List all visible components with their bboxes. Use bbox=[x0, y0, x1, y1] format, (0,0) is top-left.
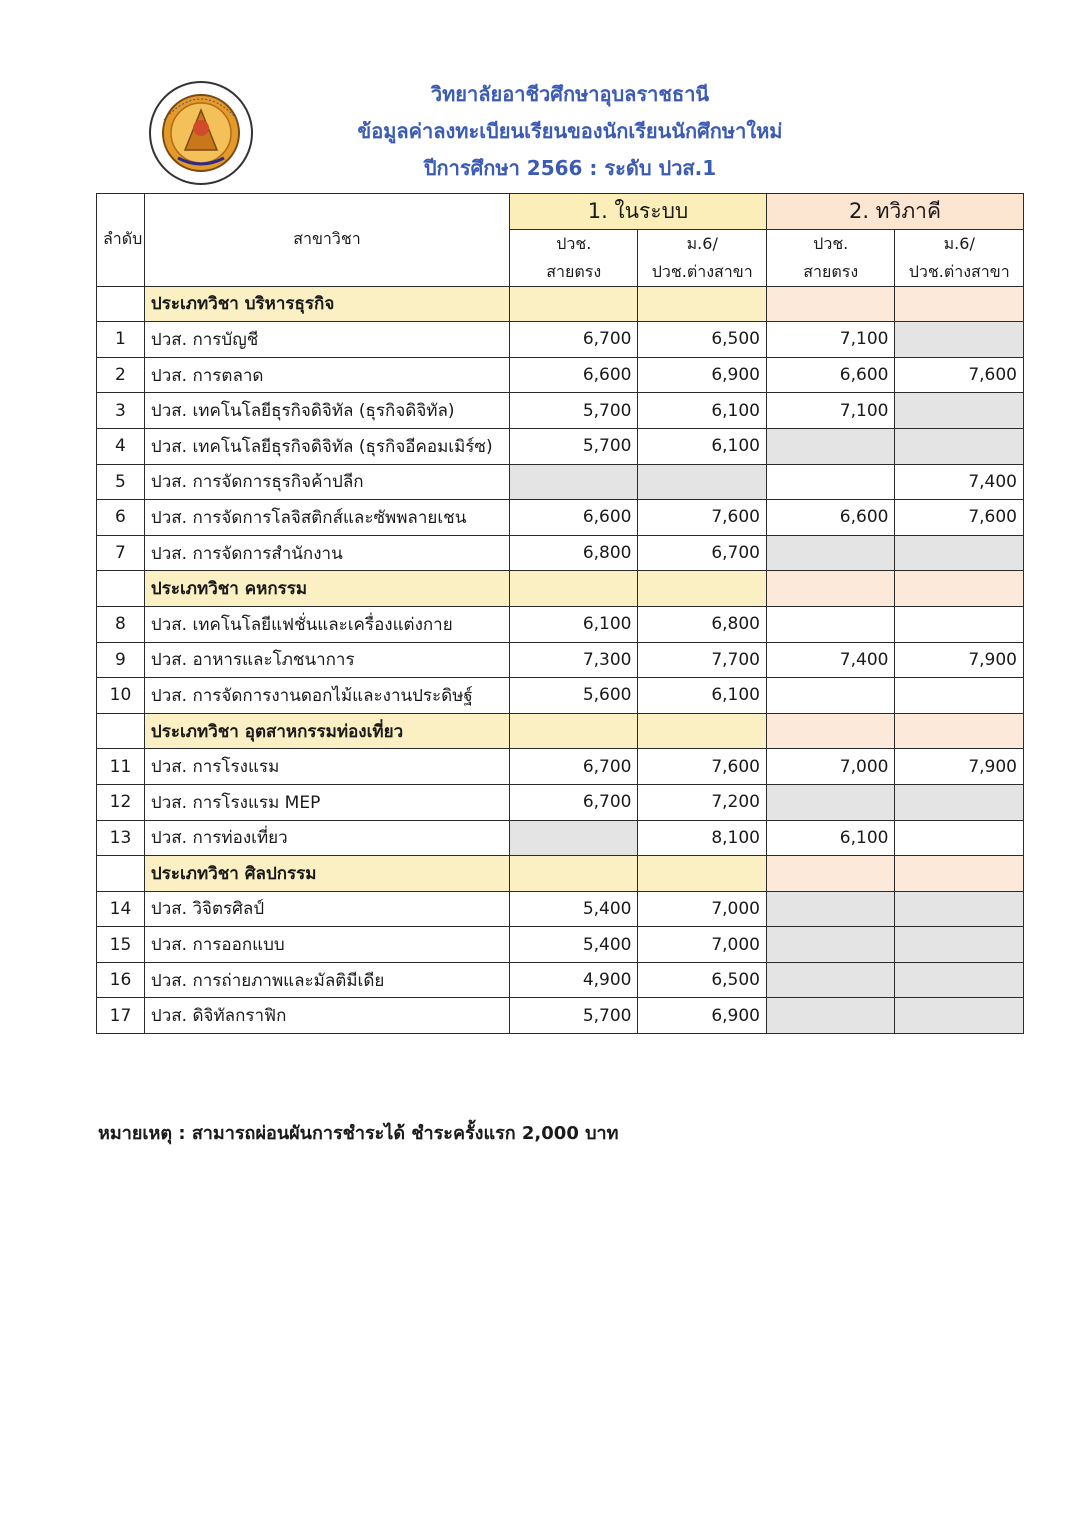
program-name: ปวส. การถ่ายภาพและมัลติมีเดีย bbox=[144, 962, 509, 998]
program-name: ปวส. การท่องเที่ยว bbox=[144, 820, 509, 856]
category-label: ประเภทวิชา ศิลปกรรม bbox=[144, 856, 509, 892]
fee-cell: 7,400 bbox=[766, 642, 894, 678]
fee-cell bbox=[895, 322, 1024, 358]
footnote: หมายเหตุ : สามารถผ่อนผันการชำระได้ ชำระครั้งแรก 2,000 บาท bbox=[98, 1123, 619, 1144]
fee-cell: 7,600 bbox=[638, 749, 767, 785]
program-name: ปวส. การจัดการธุรกิจค้าปลีก bbox=[144, 464, 509, 500]
fee-cell: 7,100 bbox=[766, 393, 894, 429]
fee-cell: 5,600 bbox=[510, 678, 638, 714]
fee-cell: 6,700 bbox=[510, 784, 638, 820]
category-fill-cell bbox=[510, 713, 638, 749]
col-header-program: สาขาวิชา bbox=[144, 194, 509, 287]
table-row bbox=[97, 784, 1024, 820]
fee-cell bbox=[510, 820, 638, 856]
program-name: ปวส. การออกแบบ bbox=[144, 927, 509, 963]
fee-cell bbox=[895, 784, 1024, 820]
fee-cell: 5,400 bbox=[510, 891, 638, 927]
category-no-cell bbox=[97, 286, 145, 322]
fee-cell: 6,700 bbox=[510, 322, 638, 358]
fee-cell bbox=[766, 891, 894, 927]
fee-cell bbox=[895, 535, 1024, 571]
program-name: ปวส. การบัญชี bbox=[144, 322, 509, 358]
row-number: 16 bbox=[97, 962, 145, 998]
document-title: ข้อมูลค่าลงทะเบียนเรียนของนักเรียนนักศึกษาใหม่ bbox=[357, 119, 783, 143]
fee-cell: 6,600 bbox=[510, 500, 638, 536]
fee-cell bbox=[510, 464, 638, 500]
row-number: 2 bbox=[97, 357, 145, 393]
fee-cell: 7,300 bbox=[510, 642, 638, 678]
row-number: 10 bbox=[97, 678, 145, 714]
fee-cell bbox=[895, 678, 1024, 714]
table-row bbox=[97, 428, 1024, 464]
fee-cell: 7,900 bbox=[895, 642, 1024, 678]
table-row bbox=[97, 464, 1024, 500]
fee-cell: 4,900 bbox=[510, 962, 638, 998]
fee-cell: 7,600 bbox=[638, 500, 767, 536]
fee-cell: 7,700 bbox=[638, 642, 767, 678]
sub-header-direct-2: ปวช. สายตรง bbox=[766, 229, 894, 286]
category-fill-cell bbox=[766, 713, 894, 749]
table-row bbox=[97, 927, 1024, 963]
row-number: 17 bbox=[97, 998, 145, 1034]
fee-cell bbox=[766, 962, 894, 998]
fee-cell: 5,700 bbox=[510, 428, 638, 464]
program-name: ปวส. วิจิตรศิลป์ bbox=[144, 891, 509, 927]
fee-cell: 7,200 bbox=[638, 784, 767, 820]
fee-cell: 6,600 bbox=[510, 357, 638, 393]
academic-year: ปีการศึกษา 2566 : ระดับ ปวส.1 bbox=[423, 156, 717, 180]
table-row bbox=[97, 357, 1024, 393]
fee-cell: 6,100 bbox=[638, 393, 767, 429]
category-fill-cell bbox=[638, 571, 767, 607]
table-row bbox=[97, 535, 1024, 571]
row-number: 15 bbox=[97, 927, 145, 963]
fee-cell bbox=[895, 891, 1024, 927]
table-row bbox=[97, 642, 1024, 678]
table-row bbox=[97, 500, 1024, 536]
fee-cell: 6,100 bbox=[766, 820, 894, 856]
fee-cell: 7,000 bbox=[638, 891, 767, 927]
category-fill-cell bbox=[510, 571, 638, 607]
category-row bbox=[97, 571, 1024, 607]
col-header-no: ลำดับ bbox=[97, 194, 145, 287]
fee-cell: 7,000 bbox=[638, 927, 767, 963]
category-row bbox=[97, 286, 1024, 322]
row-number: 6 bbox=[97, 500, 145, 536]
row-number: 4 bbox=[97, 428, 145, 464]
program-name: ปวส. การตลาด bbox=[144, 357, 509, 393]
fee-cell bbox=[895, 820, 1024, 856]
row-number: 7 bbox=[97, 535, 145, 571]
fee-cell: 6,700 bbox=[510, 749, 638, 785]
program-name: ปวส. เทคโนโลยีธุรกิจดิจิทัล (ธุรกิจดิจิทัล) bbox=[144, 393, 509, 429]
category-fill-cell bbox=[766, 856, 894, 892]
row-number: 9 bbox=[97, 642, 145, 678]
category-fill-cell bbox=[895, 856, 1024, 892]
category-fill-cell bbox=[510, 286, 638, 322]
fee-cell: 6,600 bbox=[766, 500, 894, 536]
row-number: 5 bbox=[97, 464, 145, 500]
fee-cell: 6,800 bbox=[638, 606, 767, 642]
row-number: 11 bbox=[97, 749, 145, 785]
category-fill-cell bbox=[510, 856, 638, 892]
fee-cell: 5,400 bbox=[510, 927, 638, 963]
fee-cell bbox=[895, 428, 1024, 464]
fee-cell: 6,900 bbox=[638, 357, 767, 393]
fee-cell bbox=[895, 962, 1024, 998]
fee-cell: 6,100 bbox=[510, 606, 638, 642]
fee-cell bbox=[638, 464, 767, 500]
category-fill-cell bbox=[895, 571, 1024, 607]
category-no-cell bbox=[97, 713, 145, 749]
row-number: 1 bbox=[97, 322, 145, 358]
group-header-dual-vocational: 2. ทวิภาคี bbox=[766, 194, 1023, 230]
fee-cell: 6,800 bbox=[510, 535, 638, 571]
fee-cell: 7,400 bbox=[895, 464, 1024, 500]
fee-cell: 8,100 bbox=[638, 820, 767, 856]
table-row bbox=[97, 393, 1024, 429]
fee-cell bbox=[766, 784, 894, 820]
row-number: 12 bbox=[97, 784, 145, 820]
program-name: ปวส. ดิจิทัลกราฟิก bbox=[144, 998, 509, 1034]
row-number: 3 bbox=[97, 393, 145, 429]
program-name: ปวส. การจัดการงานดอกไม้และงานประดิษฐ์ bbox=[144, 678, 509, 714]
fee-cell: 5,700 bbox=[510, 393, 638, 429]
fee-cell bbox=[766, 428, 894, 464]
fee-cell: 6,100 bbox=[638, 428, 767, 464]
category-label: ประเภทวิชา อุตสาหกรรมท่องเที่ยว bbox=[144, 713, 509, 749]
fee-cell bbox=[766, 535, 894, 571]
category-fill-cell bbox=[638, 713, 767, 749]
fee-cell bbox=[766, 464, 894, 500]
college-seal-icon bbox=[148, 80, 254, 186]
program-name: ปวส. เทคโนโลยีแฟชั่นและเครื่องแต่งกาย bbox=[144, 606, 509, 642]
table-row bbox=[97, 962, 1024, 998]
fee-cell: 6,600 bbox=[766, 357, 894, 393]
program-name: ปวส. การจัดการสำนักงาน bbox=[144, 535, 509, 571]
fee-cell bbox=[766, 998, 894, 1034]
sub-header-other-1: ม.6/ ปวช.ต่างสาขา bbox=[638, 229, 767, 286]
program-name: ปวส. การโรงแรม bbox=[144, 749, 509, 785]
fee-cell: 7,600 bbox=[895, 357, 1024, 393]
table-row bbox=[97, 749, 1024, 785]
table-row bbox=[97, 820, 1024, 856]
category-label: ประเภทวิชา คหกรรม bbox=[144, 571, 509, 607]
fee-cell bbox=[766, 678, 894, 714]
category-no-cell bbox=[97, 856, 145, 892]
fee-cell: 7,000 bbox=[766, 749, 894, 785]
table-row bbox=[97, 891, 1024, 927]
program-name: ปวส. การจัดการโลจิสติกส์และซัพพลายเชน bbox=[144, 500, 509, 536]
fee-cell bbox=[766, 927, 894, 963]
fee-table bbox=[96, 193, 1024, 1034]
fee-cell bbox=[766, 606, 894, 642]
sub-header-other-2: ม.6/ ปวช.ต่างสาขา bbox=[895, 229, 1024, 286]
category-fill-cell bbox=[895, 286, 1024, 322]
program-name: ปวส. เทคโนโลยีธุรกิจดิจิทัล (ธุรกิจอีคอมเมิร์ซ) bbox=[144, 428, 509, 464]
fee-cell bbox=[895, 393, 1024, 429]
category-label: ประเภทวิชา บริหารธุรกิจ bbox=[144, 286, 509, 322]
fee-cell: 6,700 bbox=[638, 535, 767, 571]
fee-cell bbox=[895, 998, 1024, 1034]
row-number: 13 bbox=[97, 820, 145, 856]
category-fill-cell bbox=[766, 571, 894, 607]
category-fill-cell bbox=[766, 286, 894, 322]
table-row bbox=[97, 678, 1024, 714]
category-row bbox=[97, 856, 1024, 892]
college-name: วิทยาลัยอาชีวศึกษาอุบลราชธานี bbox=[430, 82, 710, 106]
fee-cell: 6,500 bbox=[638, 322, 767, 358]
fee-cell: 6,500 bbox=[638, 962, 767, 998]
sub-header-direct-1: ปวช. สายตรง bbox=[510, 229, 638, 286]
program-name: ปวส. การโรงแรม MEP bbox=[144, 784, 509, 820]
category-fill-cell bbox=[638, 286, 767, 322]
fee-cell: 6,100 bbox=[638, 678, 767, 714]
fee-cell: 7,100 bbox=[766, 322, 894, 358]
table-row bbox=[97, 998, 1024, 1034]
category-row bbox=[97, 713, 1024, 749]
category-fill-cell bbox=[638, 856, 767, 892]
category-no-cell bbox=[97, 571, 145, 607]
table-row bbox=[97, 322, 1024, 358]
fee-cell: 7,900 bbox=[895, 749, 1024, 785]
table-row bbox=[97, 606, 1024, 642]
category-fill-cell bbox=[895, 713, 1024, 749]
document-header bbox=[300, 76, 840, 187]
fee-cell: 7,600 bbox=[895, 500, 1024, 536]
fee-cell bbox=[895, 606, 1024, 642]
program-name: ปวส. อาหารและโภชนาการ bbox=[144, 642, 509, 678]
fee-cell: 6,900 bbox=[638, 998, 767, 1034]
group-header-in-system: 1. ในระบบ bbox=[510, 194, 767, 230]
row-number: 14 bbox=[97, 891, 145, 927]
row-number: 8 bbox=[97, 606, 145, 642]
fee-cell: 5,700 bbox=[510, 998, 638, 1034]
fee-cell bbox=[895, 927, 1024, 963]
